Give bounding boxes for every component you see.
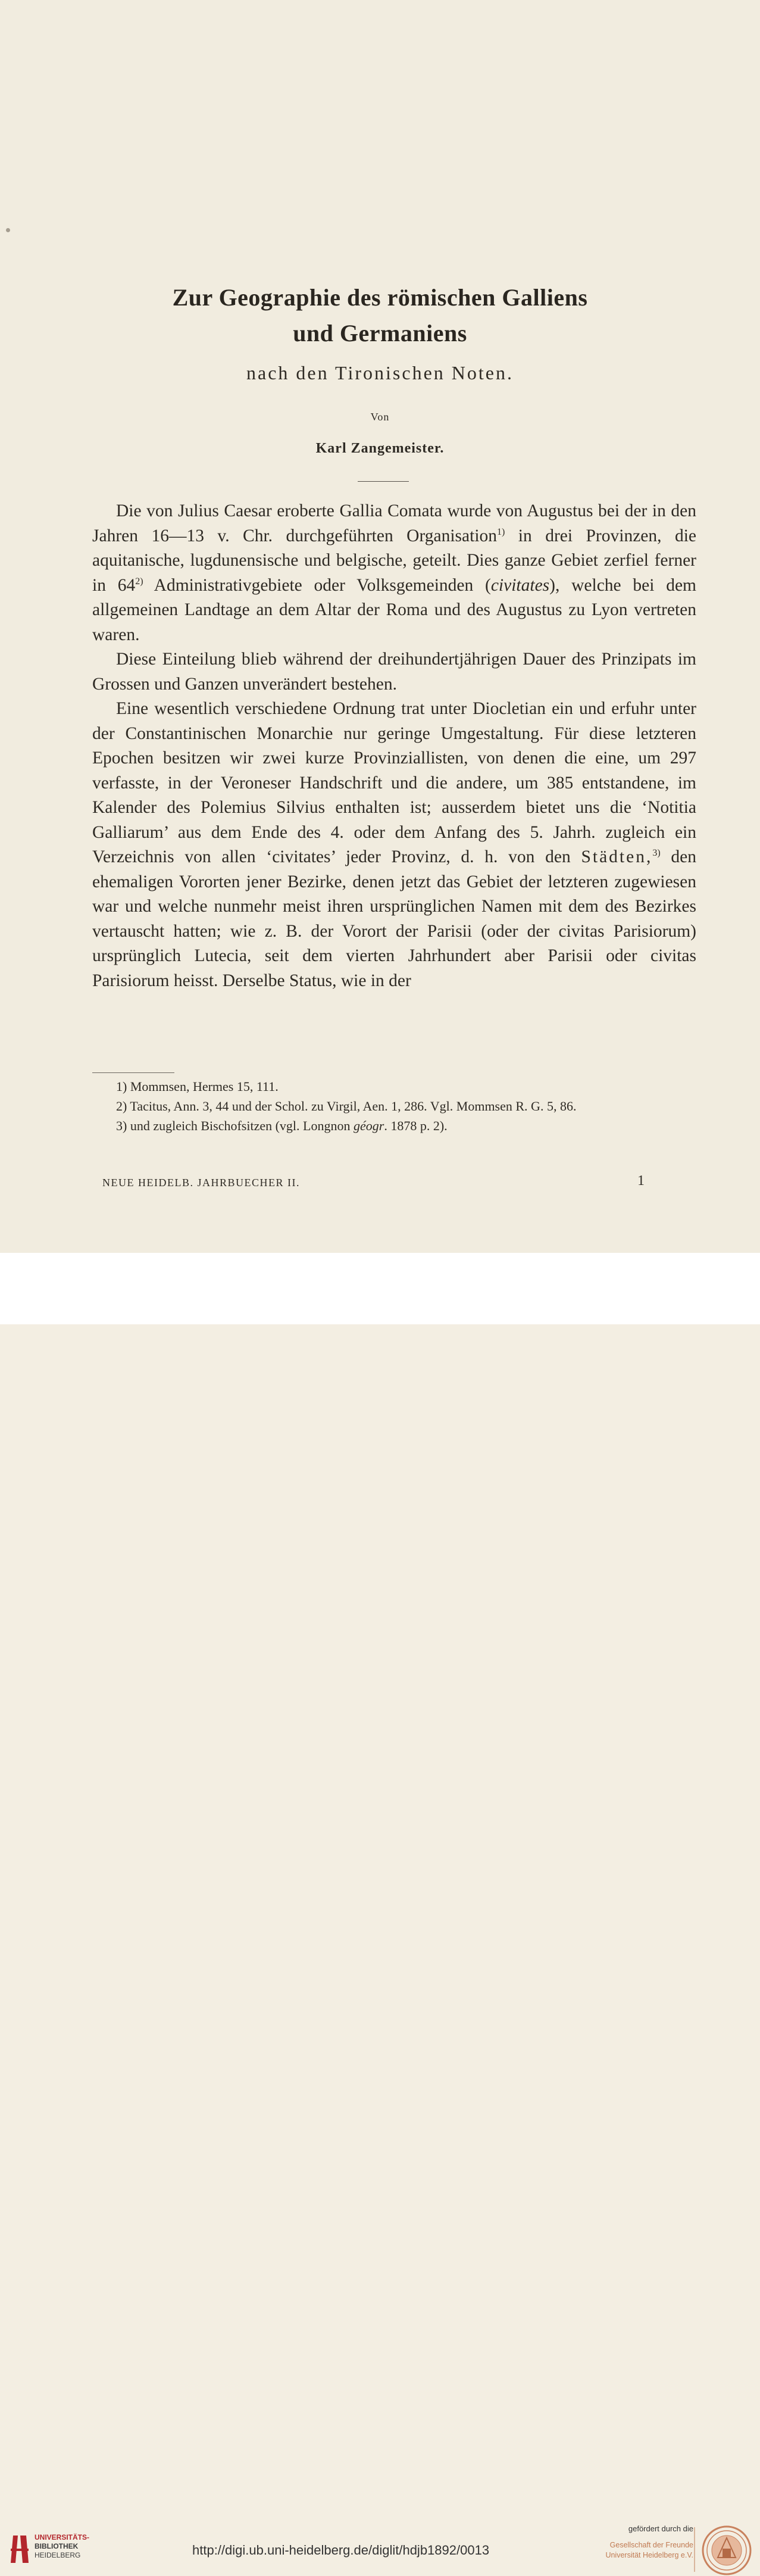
sponsor-divider xyxy=(694,2527,695,2572)
p1-text-b: in drei Provinzen, die aquitanische, lugdunensische und belgische, geteilt. Dies ganze Gebiet zerfiel ferner in 64 xyxy=(92,526,696,595)
specks-mark xyxy=(6,228,10,232)
scanned-page xyxy=(0,0,760,1253)
p1-italic-civitates: civitates xyxy=(490,575,550,595)
paragraph-2: Diese Einteilung blieb während der dreihundertjährigen Dauer des Prinzipats im Grossen und Ganzen unverändert bestehen. xyxy=(92,650,696,694)
sponsor-name-line1: Gesellschaft der Freunde xyxy=(609,2541,693,2549)
fn3-text-b: . 1878 p. 2). xyxy=(384,1118,448,1133)
p1-text-a: Die von Julius Caesar eroberte Gallia Comata wurde von Augustus bei der in den Jahren 16—13 v. Chr. durchgeführten Organisation xyxy=(92,501,696,545)
footnote-ref-2: 2) xyxy=(135,576,143,587)
article-subtitle: nach den Tironischen Noten. xyxy=(246,362,514,383)
article-title-line2: und Germaniens xyxy=(293,320,467,347)
library-name-line3: HEIDELBERG xyxy=(35,2551,81,2559)
p1-text-d: ), welche bei dem allgemeinen Landtage an dem Altar der Roma und des Augustus zu Lyon vertreten waren. xyxy=(92,575,696,644)
footnote-ref-1: 1) xyxy=(497,526,505,537)
sponsor-name-line2: Universität Heidelberg e.V. xyxy=(605,2551,693,2559)
library-name xyxy=(35,2533,89,2560)
footnote-1: 1) Mommsen, Hermes 15, 111. xyxy=(116,1079,279,1094)
sponsor-block xyxy=(574,2524,693,2561)
university-seal-icon xyxy=(700,2525,753,2576)
digitization-footer xyxy=(0,1253,760,2559)
page-number: 1 xyxy=(637,1173,645,1189)
footnote-3 xyxy=(92,1116,696,1136)
library-name-line1: UNIVERSITÄTS- xyxy=(35,2533,90,2541)
fn3-italic: géogr xyxy=(353,1118,384,1133)
paragraph-3 xyxy=(92,697,696,993)
title-divider xyxy=(358,481,409,482)
p3-text-a: Eine wesentlich verschiedene Ordnung trat unter Diocletian ein und erfuhr unter der Constantinischen Monarchie nur geringe Umgestaltung. Für diese letzteren Epochen besitzen wir zwei kurze Provinziallisten, von denen die eine, um 297 verfasste, in der Veroneser Handschrift und die andere, um 385 entstandene, im Kalender des Polemius Silvius enthalten ist; ausserdem bietet uns die ‘Notitia Galliarum’ aus dem Ende des 4. oder dem Anfang des 5. Jahrh. zugleich ein Verzeichnis von allen ‘civitates’ jeder Provinz, d. h. von den xyxy=(92,699,696,866)
footnotes xyxy=(92,1077,696,1136)
article-title-line1: Zur Geographie des römischen Galliens xyxy=(172,284,588,311)
library-name-line2: BIBLIOTHEK xyxy=(35,2542,79,2550)
fn3-text-a: 3) und zugleich Bischofsitzen (vgl. Longnon xyxy=(116,1118,354,1133)
p3-text-b: den ehemaligen Vororten jener Bezirke, denen jetzt das Gebiet der letzteren zugewiesen war und welche nunmehr meist ihren ursprünglichen Namen mit dem des Bezirkes vertauscht hatten; wie z. B. der Vorort der Parisii (oder der civitas Parisiorum) ursprünglich Lutecia, seit dem vierten Jahrhundert aber Parisii oder civitas Parisiorum heisst. Derselbe Status, wie in der xyxy=(92,847,696,990)
p1-text-c: Administrativgebiete oder Volksgemeinden ( xyxy=(143,575,491,595)
body-text xyxy=(92,499,696,993)
sponsor-lead: gefördert durch die xyxy=(628,2524,693,2533)
footnote-divider xyxy=(92,1072,174,1073)
footnote-ref-3: 3) xyxy=(652,848,661,859)
byline-von: Von xyxy=(370,411,390,423)
library-logo-icon xyxy=(8,2533,31,2566)
running-footer: NEUE HEIDELB. JAHRBUECHER II. xyxy=(102,1177,300,1189)
paragraph-1 xyxy=(92,499,696,647)
p3-spaced-staedten: Städten, xyxy=(581,847,653,866)
author-name: Karl Zangemeister. xyxy=(315,441,445,456)
footnote-2: 2) Tacitus, Ann. 3, 44 und der Schol. zu Virgil, Aen. 1, 286. Vgl. Mommsen R. G. 5, 86. xyxy=(116,1099,577,1114)
permalink-url[interactable]: http://digi.ub.uni-heidelberg.de/diglit/hdjb1892/0013 xyxy=(192,2543,490,2558)
